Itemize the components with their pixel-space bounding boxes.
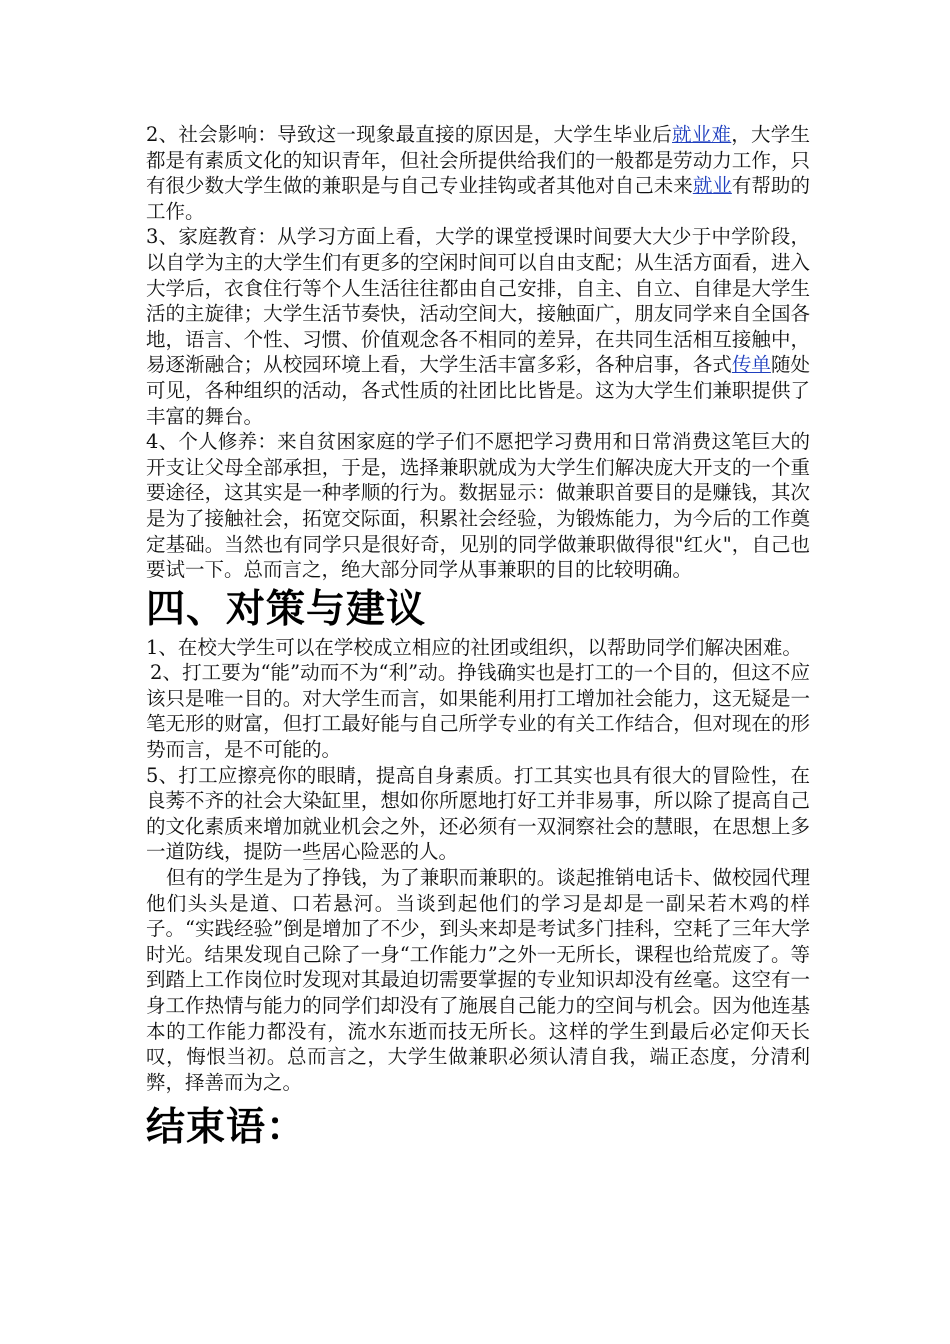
paragraph-personal-cultivation: 4、个人修养：来自贫困家庭的学子们不愿把学习费用和日常消费这笔巨大的开支让父母全部承担，于是，选择兼职就成为大学生们解决庞大开支的一个重要途径，这其实是一种孝顺的行为。数据显示：做兼职首要目的是赚钱，其次是为了接触社会，拓宽交际面，积累社会经验，为锻炼能力，为今后的工作奠定基础。当然也有同学只是很好奇，见别的同学做兼职做得很"红火"，自己也要试一下。总而言之，绝大部分同学从事兼职的目的比较明确。 — [146, 430, 810, 582]
paragraph-social-influence — [146, 122, 810, 224]
paragraph-suggestion-2: 2、打工要为“能”动而不为“利”动。挣钱确实也是打工的一个目的，但这不应该只是唯一目的。对大学生而言，如果能利用打工增加社会能力，这无疑是一笔无形的财富，但打工最好能与自己所学专业的有关工作结合，但对现在的形势而言，是不可能的。 — [146, 661, 810, 762]
link-employment-difficulty[interactable]: 就业难 — [672, 123, 732, 146]
paragraph-suggestion-5: 5、打工应擦亮你的眼睛，提高自身素质。打工其实也具有很大的冒险性，在良莠不齐的社会大染缸里，想如你所愿地打好工并非易事，所以除了提高自己的文化素质来增加就业机会之外，还必须有一双洞察社会的慧眼，在思想上多一道防线，提防一些居心险恶的人。 — [146, 763, 810, 864]
paragraph-text: 随处可见，各种组织的活动，各式性质的社团比比皆是。这为大学生们兼职提供了丰富的舞台。 — [146, 353, 810, 428]
paragraph-text: 2、社会影响：导致这一现象最直接的原因是，大学生毕业后 — [146, 123, 672, 146]
paragraph-text: ，大学生都是有素质文化的知识青年，但社会所提供给我们的一般都是劳动力工作，只有很少数大学生做的兼职是与自己专业挂钩或者其他对自己未来 — [146, 123, 810, 198]
link-employment[interactable]: 就业 — [692, 174, 732, 198]
paragraph-family-education — [146, 224, 810, 429]
paragraph-suggestion-1: 1、在校大学生可以在学校成立相应的社团或组织，以帮助同学们解决困难。 — [146, 635, 802, 659]
section-heading-countermeasures: 四、对策与建议 — [146, 585, 427, 632]
paragraph-closing-discussion: 但有的学生是为了挣钱，为了兼职而兼职的。谈起推销电话卡、做校园代理他们头头是道、口若悬河。当谈到起他们的学习是却是一副呆若木鸡的样子。“实践经验”倒是增加了不少，到头来却是考试多门挂科，空耗了三年大学时光。结果发现自己除了一身“工作能力”之外一无所长，课程也给荒废了。等到踏上工作岗位时发现对其最迫切需要掌握的专业知识却没有丝毫。这空有一身工作热情与能力的同学们却没有了施展自己能力的空间与机会。因为他连基本的工作能力都没有，流水东逝而技无所长。这样的学生到最后必定仰天长叹，悔恨当初。总而言之，大学生做兼职必须认清自我，端正态度，分清利弊，择善而为之。 — [146, 866, 810, 1094]
document-page — [146, 122, 810, 1153]
link-flyer[interactable]: 传单 — [731, 353, 771, 377]
paragraph-text: 3、家庭教育：从学习方面上看，大学的课堂授课时间要大大少于中学阶段，以自学为主的大学生们有更多的空闲时间可以自由支配；从生活方面看，进入大学后，衣食住行等个人生活往往都由自己安排，自主、自立、自律是大学生活的主旋律；大学生活节奏快，活动空间大，接触面广，朋友同学来自全国各地，语言、个性、习惯、价值观念各不相同的差异，在共同生活相互接触中，易逐渐融合；从校园环境上看，大学生活丰富多彩，各种启事，各式 — [146, 225, 810, 377]
paragraph-text: 有帮助的工作。 — [146, 174, 810, 223]
section-heading-conclusion: 结束语： — [146, 1104, 307, 1151]
